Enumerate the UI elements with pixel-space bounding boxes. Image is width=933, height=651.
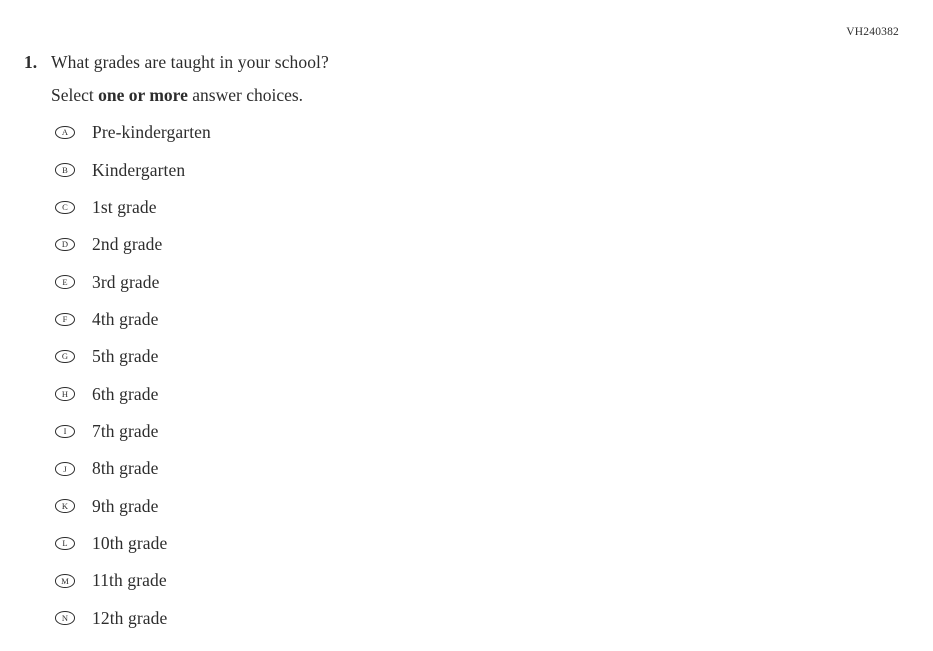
option-letter: K bbox=[61, 501, 69, 512]
answer-option-b[interactable] bbox=[55, 151, 211, 188]
option-letter: D bbox=[61, 239, 69, 250]
answer-option-c[interactable] bbox=[55, 189, 211, 226]
answer-option-i[interactable] bbox=[55, 413, 211, 450]
prompt-suffix: answer choices. bbox=[187, 85, 304, 105]
option-bubble-icon[interactable] bbox=[55, 126, 75, 140]
answer-option-k[interactable] bbox=[55, 487, 211, 524]
question-line bbox=[24, 51, 909, 73]
prompt-prefix: Select bbox=[51, 85, 99, 105]
option-bubble-icon[interactable] bbox=[55, 611, 75, 625]
option-bubble-icon[interactable] bbox=[55, 574, 75, 588]
option-bubble-icon[interactable] bbox=[55, 238, 75, 252]
option-bubble-icon[interactable] bbox=[55, 462, 75, 476]
option-bubble-icon[interactable] bbox=[55, 499, 75, 513]
option-letter: C bbox=[62, 202, 68, 213]
option-bubble-icon[interactable] bbox=[55, 163, 75, 177]
answer-option-h[interactable] bbox=[55, 375, 211, 412]
option-bubble-icon[interactable] bbox=[55, 350, 75, 364]
option-letter: F bbox=[62, 314, 68, 325]
answer-option-l[interactable] bbox=[55, 525, 211, 562]
question-text: What grades are taught in your school? bbox=[51, 52, 329, 72]
option-letter: J bbox=[63, 463, 67, 474]
option-bubble-icon[interactable] bbox=[55, 275, 75, 289]
accession-id: VH240382 bbox=[846, 26, 899, 38]
option-letter: E bbox=[62, 276, 68, 287]
option-label: 6th grade bbox=[92, 383, 159, 404]
option-letter: H bbox=[61, 389, 69, 400]
option-label: 12th grade bbox=[92, 607, 168, 628]
answer-option-n[interactable] bbox=[55, 599, 211, 636]
question-prompt bbox=[51, 84, 909, 106]
option-bubble-icon[interactable] bbox=[55, 387, 75, 401]
answer-option-j[interactable] bbox=[55, 450, 211, 487]
option-label: 5th grade bbox=[92, 346, 159, 367]
option-letter: N bbox=[61, 613, 69, 624]
option-label: 8th grade bbox=[92, 458, 159, 479]
option-label: 9th grade bbox=[92, 495, 159, 516]
option-bubble-icon[interactable] bbox=[55, 425, 75, 439]
option-label: 10th grade bbox=[92, 532, 168, 553]
option-label: Pre-kindergarten bbox=[92, 122, 211, 143]
answer-option-a[interactable] bbox=[55, 114, 211, 151]
prompt-bold: one or more bbox=[98, 85, 188, 105]
answer-option-f[interactable] bbox=[55, 301, 211, 338]
option-letter: I bbox=[63, 426, 67, 437]
option-bubble-icon[interactable] bbox=[55, 201, 75, 215]
option-label: 4th grade bbox=[92, 308, 159, 329]
question-block bbox=[24, 51, 909, 106]
answer-option-m[interactable] bbox=[55, 562, 211, 599]
answer-options-list bbox=[55, 114, 211, 637]
option-label: 3rd grade bbox=[92, 271, 160, 292]
option-letter: B bbox=[62, 164, 68, 175]
option-bubble-icon[interactable] bbox=[55, 313, 75, 327]
option-label: 7th grade bbox=[92, 420, 159, 441]
answer-option-e[interactable] bbox=[55, 263, 211, 300]
option-letter: L bbox=[62, 538, 68, 549]
answer-option-g[interactable] bbox=[55, 338, 211, 375]
option-label: 2nd grade bbox=[92, 234, 163, 255]
answer-option-d[interactable] bbox=[55, 226, 211, 263]
option-label: Kindergarten bbox=[92, 159, 186, 180]
option-label: 11th grade bbox=[92, 570, 167, 591]
option-letter: G bbox=[61, 351, 69, 362]
option-bubble-icon[interactable] bbox=[55, 537, 75, 551]
option-letter: M bbox=[61, 575, 69, 586]
option-letter: A bbox=[61, 127, 69, 138]
option-label: 1st grade bbox=[92, 196, 157, 217]
question-number: 1. bbox=[24, 52, 38, 72]
